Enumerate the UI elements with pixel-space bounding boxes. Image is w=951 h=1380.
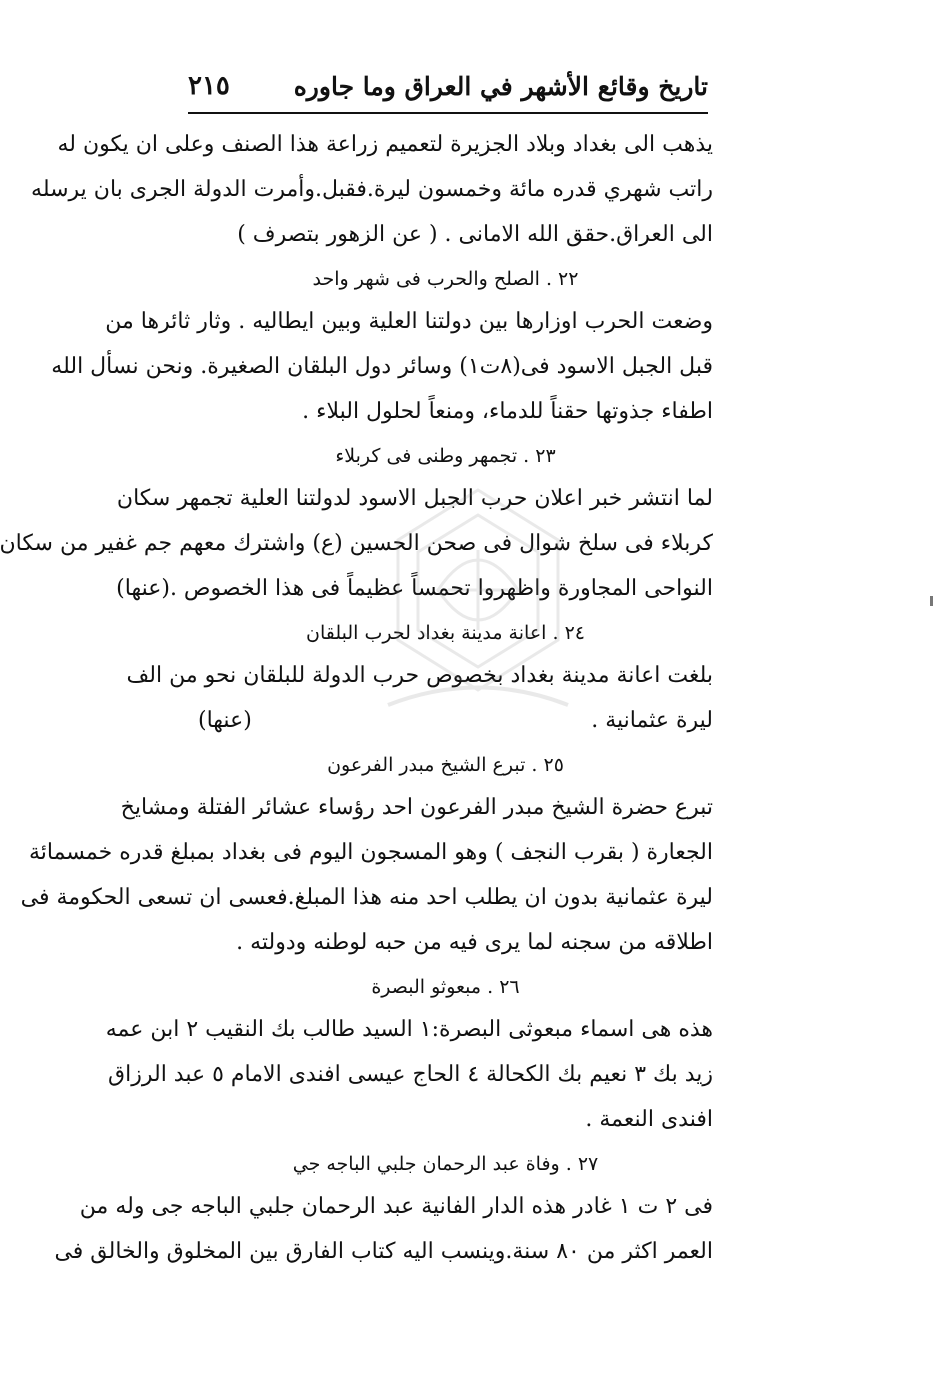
source-citation: (عنها) bbox=[116, 576, 170, 601]
seal-watermark-shape bbox=[398, 490, 558, 690]
running-header bbox=[188, 66, 708, 106]
text-line: العمر اكثر من ٨٠ سنة.وينسب اليه كتاب الفارق بين المخلوق والخالق فى bbox=[54, 1239, 713, 1264]
text-line: بلغت اعانة مدينة بغداد بخصوص حرب الدولة للبلقان نحو من الف bbox=[126, 663, 713, 688]
seal-watermark bbox=[358, 470, 598, 730]
text-line: زيد بك ٣ نعيم بك الكحالة ٤ الحاج عيسى افندى الامام ٥ عبد الرزاق bbox=[108, 1062, 713, 1087]
text-line: اطلاقه من سجنه لما يرى فيه من حبه لوطنه ودولته . bbox=[236, 930, 713, 955]
section-heading-27: ٢٧ . وفاة عبد الرحمان جلبي الباجه جي bbox=[292, 1153, 599, 1175]
text-line: كربلاء فى سلخ شوال فى صحن الحسين (ع) واشترك معهم جم غفير من سكان bbox=[0, 531, 713, 556]
section-heading-23: ٢٣ . تجمهر وطنى فى كربلاء bbox=[335, 445, 556, 467]
text-line: راتب شهري قدره مائة وخمسون ليرة.فقبل.وأمرت الدولة الجرى بان يرسله bbox=[31, 177, 713, 202]
text-line: الى العراق.حقق الله الامانى . ( عن الزهور بتصرف ) bbox=[237, 222, 713, 247]
text-line: لما انتشر خبر اعلان حرب الجبل الاسود لدولتنا العلية تجمهر سكان bbox=[116, 486, 713, 511]
section-paragraph-25 bbox=[20, 785, 713, 965]
page-number: ٢١٥ bbox=[188, 71, 230, 101]
text-line: قبل الجبل الاسود فى(٨ت١) وسائر دول البلقان الصغيرة. ونحن نسأل الله bbox=[51, 354, 713, 379]
header-rule bbox=[188, 112, 708, 114]
text-line: اطفاء جذوتها حقناً للدماء، ومنعاً لحلول البلاء . bbox=[302, 399, 713, 424]
text-line: وضعت الحرب اوزارها بين دولتنا العلية وبين ايطاليه . وثار ثائرها من bbox=[105, 309, 713, 334]
text-line: الجعارة ( بقرب النجف ) وهو المسجون اليوم فى بغداد بمبلغ قدره خمسمائة bbox=[28, 840, 713, 865]
text-line: فى ٢ ت ١ غادر هذه الدار الفانية عبد الرحمان جلبي الباجه جى وله من bbox=[79, 1194, 713, 1219]
source-citation: (عنها) bbox=[198, 708, 252, 733]
section-paragraph-27 bbox=[54, 1184, 713, 1274]
text-line: افندى النعمة . bbox=[585, 1107, 713, 1132]
text-line: النواحى المجاورة واظهروا تحمساً عظيماً فى هذا الخصوص . bbox=[169, 576, 713, 601]
section-heading-26: ٢٦ . مبعوثو البصرة bbox=[371, 976, 520, 998]
scan-mark bbox=[930, 596, 933, 606]
section-heading-25: ٢٥ . تبرع الشيخ مبدر الفرعون bbox=[327, 754, 564, 776]
text-line: تبرع حضرة الشيخ مبدر الفرعون احد رؤساء عشائر الفتلة ومشايخ bbox=[120, 795, 713, 820]
section-heading-22: ٢٢ . الصلح والحرب فى شهر واحد bbox=[312, 268, 579, 290]
section-paragraph-22 bbox=[51, 299, 713, 434]
running-title: تاريخ وقائع الأشهر في العراق وما جاوره bbox=[293, 71, 708, 101]
section-heading-24: ٢٤ . اعانة مدينة بغداد لحرب البلقان bbox=[306, 622, 585, 644]
text-line: ليرة عثمانية بدون ان يطلب احد منه هذا المبلغ.فعسى ان تسعى الحكومة فى bbox=[20, 885, 713, 910]
text-line: ليرة عثمانية . bbox=[591, 708, 713, 733]
section-paragraph-26 bbox=[105, 1007, 713, 1142]
text-line: يذهب الى بغداد وبلاد الجزيرة لتعميم زراعة هذا الصنف وعلى ان يكون له bbox=[57, 132, 713, 157]
intro-paragraph bbox=[31, 122, 713, 257]
text-line: هذه هى اسماء مبعوثى البصرة:١ السيد طالب بك النقيب ٢ ابن عمه bbox=[105, 1017, 713, 1042]
